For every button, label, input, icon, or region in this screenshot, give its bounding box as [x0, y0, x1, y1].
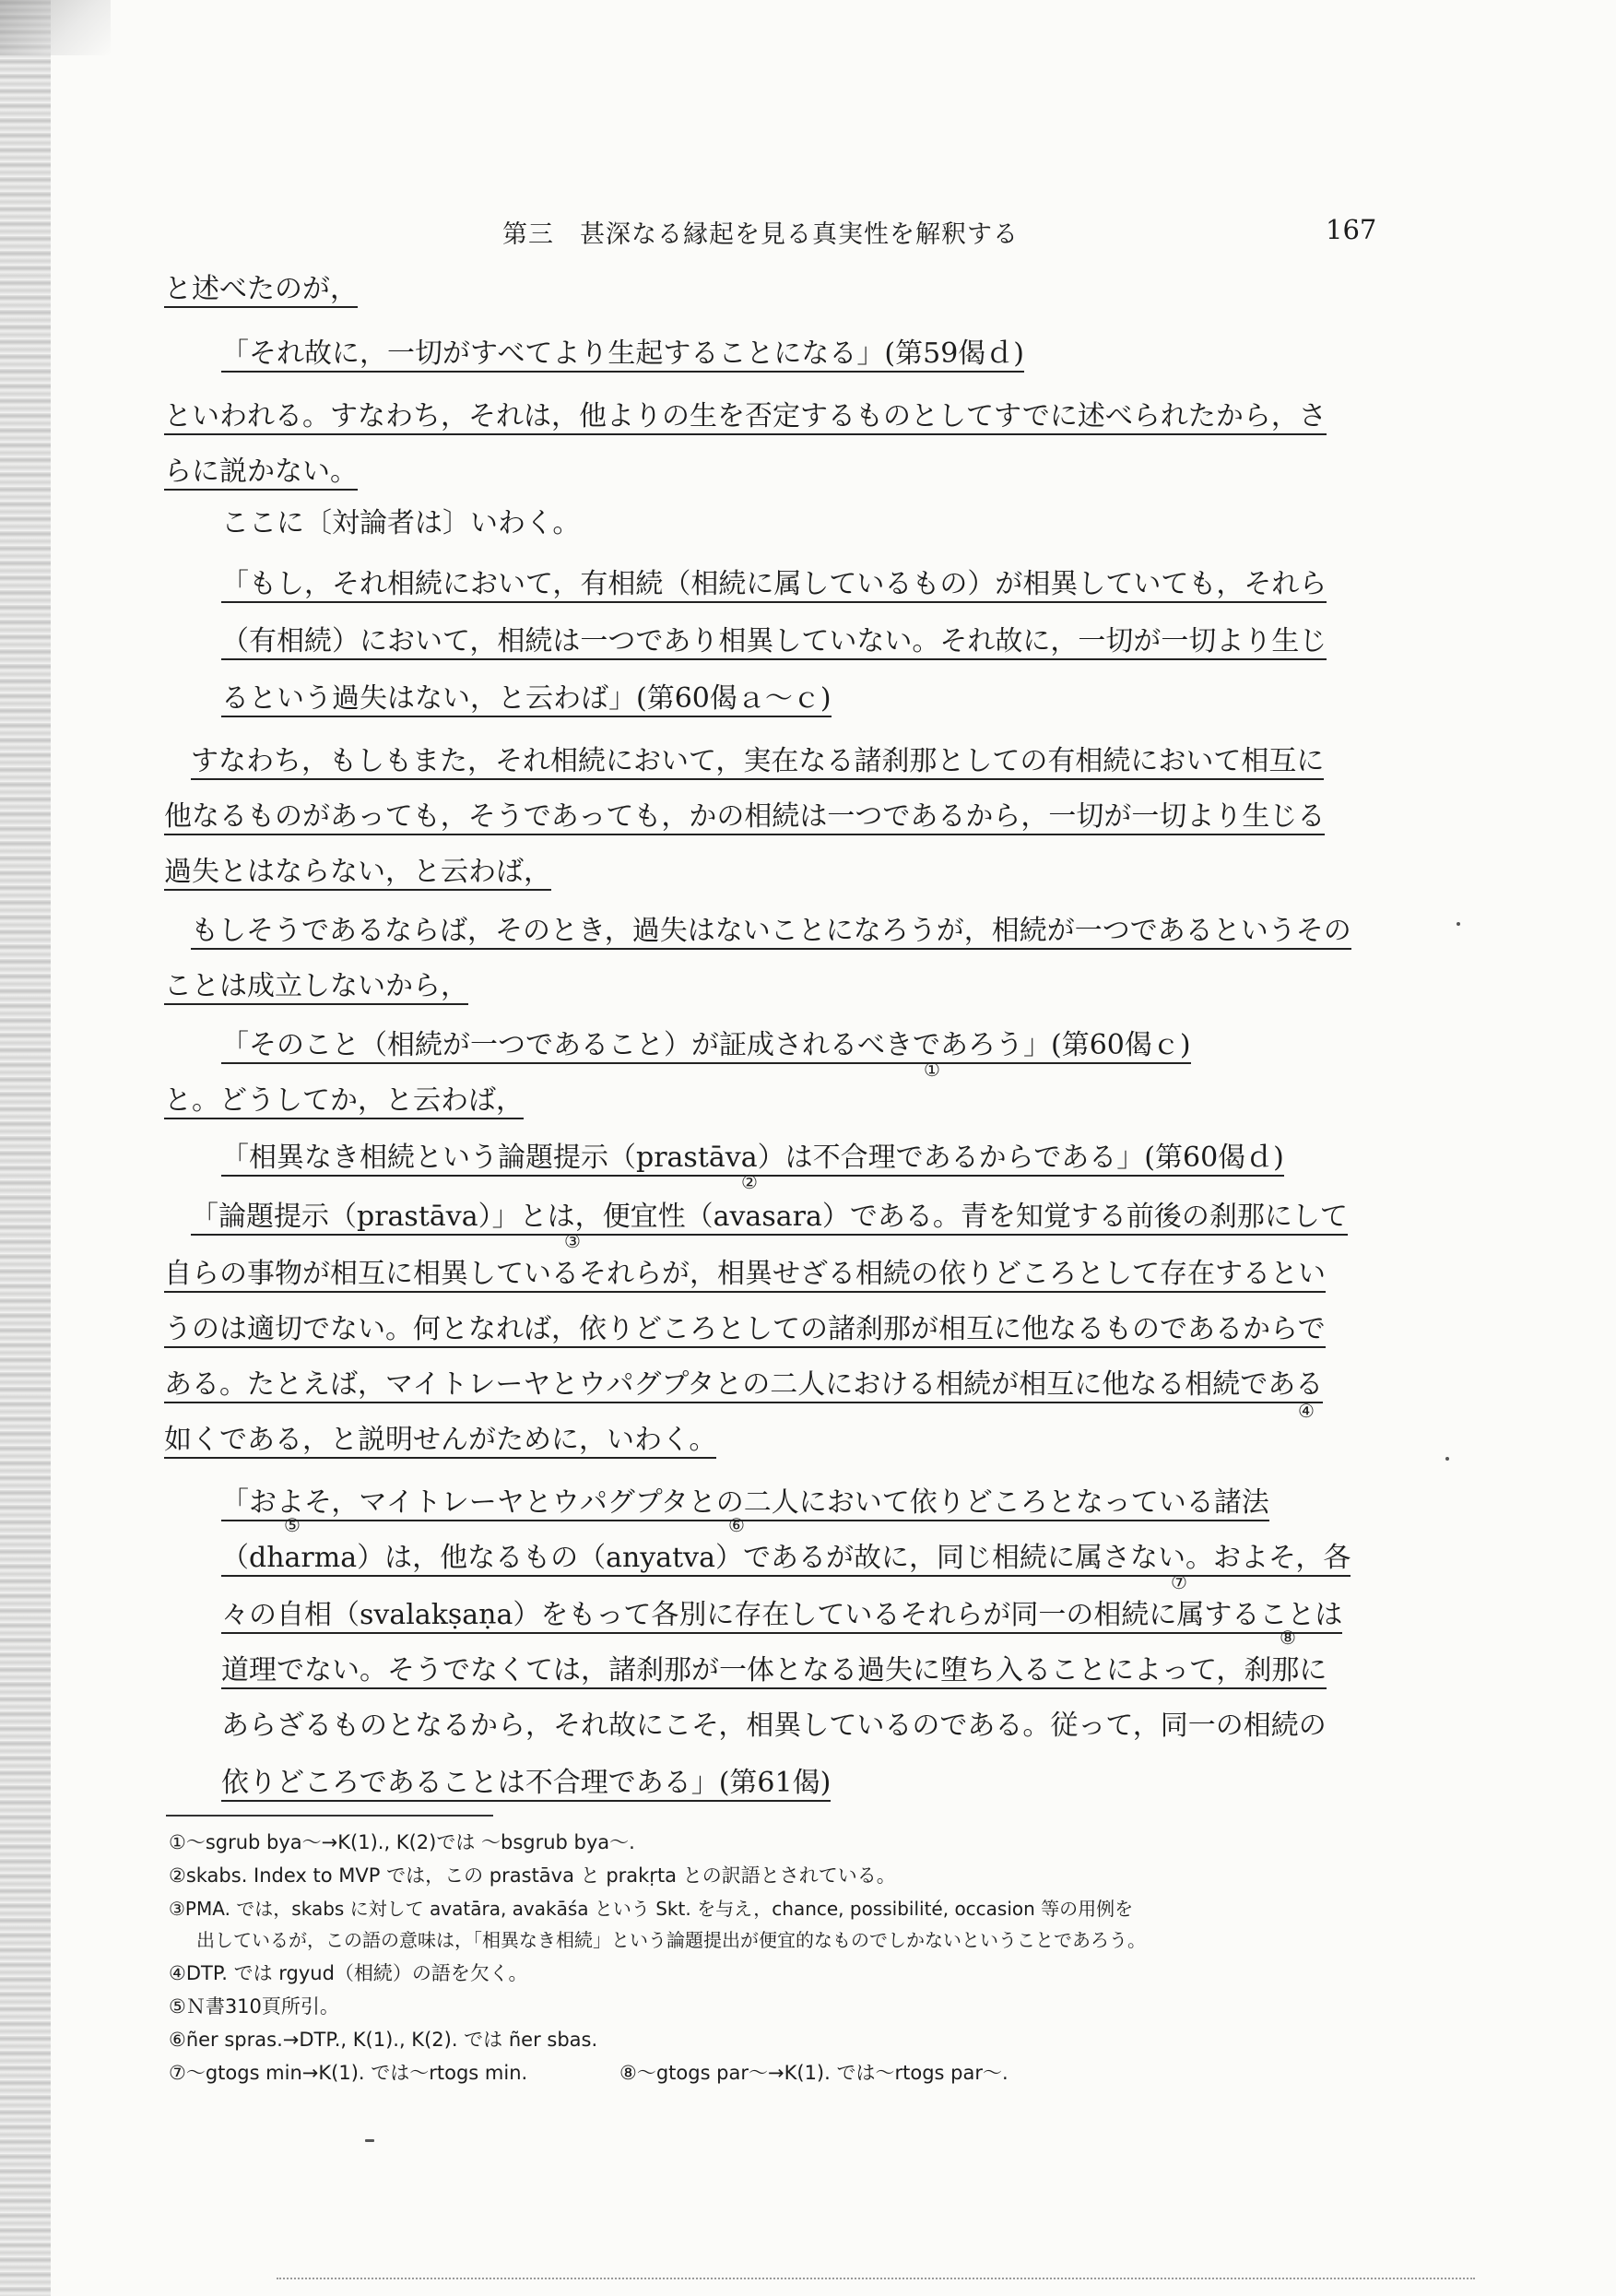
- text-line-6: 「もし，それ相続において，有相続（相続に属しているもの）が相異していても，それら: [221, 566, 1327, 603]
- scan-bottom-edge: [277, 2278, 1475, 2281]
- note-marker-7: ⑦: [1171, 1571, 1187, 1593]
- note-marker-3: ③: [564, 1230, 581, 1252]
- footnote-1: ①～sgrub bya～→K(1)., K(2)では ～bsgrub bya～.: [169, 1831, 635, 1853]
- scan-edge-shadow: [0, 0, 51, 2296]
- page-number: 167: [1326, 214, 1377, 245]
- scan-corner-shadow: [0, 0, 111, 55]
- text-line-13: ことは成立しないから，: [164, 968, 468, 1005]
- text-line-17: 「論題提示（prastāva）」とは，便宜性（avasara）である。青を知覚する前後の刹那にして: [191, 1199, 1348, 1236]
- text-line-23: （dharma）は，他なるもの（anyatva）であるが故に，同じ相続に属さない。およそ，各: [221, 1540, 1351, 1577]
- note-marker-5: ⑤: [284, 1514, 301, 1536]
- text-line-1: と述べたのが，: [164, 271, 358, 308]
- text-line-22: 「およそ，マイトレーヤとウパグプタとの二人において依りどころとなっている諸法: [221, 1485, 1269, 1521]
- text-line-20: ある。たとえば，マイトレーヤとウパグプタとの二人における相続が相互に他なる相続である: [164, 1367, 1323, 1403]
- text-line-24: 々の自相（svalakṣaṇa）をもって各別に存在しているそれらが同一の相続に属することは: [221, 1597, 1342, 1634]
- footnote-5: ⑤Ｎ書310頁所引。: [169, 1995, 339, 2018]
- text-line-4: らに説かない。: [164, 454, 358, 491]
- text-line-8: るという過失はない，と云わば」(第60偈ａ～ｃ): [221, 681, 832, 717]
- text-line-21: 如くである，と説明せんがために，いわく。: [164, 1422, 716, 1459]
- text-line-19: うのは適切でない。何となれば，依りどころとしての諸刹那が相互に他なるものであるからで: [164, 1311, 1326, 1348]
- text-line-12: もしそうであるならば，そのとき，過失はないことになろうが，相続が一つであるというその: [191, 913, 1351, 950]
- text-line-11: 過失とはならない，と云わば，: [164, 854, 551, 891]
- text-line-7: （有相続）において，相続は一つであり相異していない。それ故に，一切が一切より生じ: [221, 623, 1327, 660]
- note-marker-6: ⑥: [728, 1514, 745, 1536]
- running-title: 第三 甚深なる縁起を見る真実性を解釈する: [502, 220, 1019, 249]
- footnote-8: ⑧～gtogs par～→K(1). では～rtogs par～.: [619, 2062, 1009, 2084]
- text-line-25: 道理でない。そうでなくては，諸刹那が一体となる過失に堕ち入ることによって，刹那に: [221, 1652, 1327, 1689]
- text-line-15: と。どうしてか，と云わば，: [164, 1083, 524, 1119]
- text-line-16: 「相異なき相続という論題提示（prastāva）は不合理であるからである」(第60偈ｄ): [221, 1140, 1284, 1177]
- note-marker-1: ①: [924, 1059, 940, 1081]
- text-line-5: ここに〔対論者は〕いわく。: [221, 507, 581, 539]
- text-line-3: といわれる。すなわち，それは，他よりの生を否定するものとしてすでに述べられたから，さ: [164, 398, 1327, 435]
- text-line-26: あらざるものとなるから，それ故にこそ，相異しているのである。従って，同一の相続の: [221, 1710, 1327, 1742]
- scan-speck: [1457, 922, 1460, 926]
- footnote-6: ⑥ñer spras.→DTP., K(1)., K(2). では ñer sbas.: [169, 2029, 598, 2051]
- footnote-3-continued: 出しているが，この語の意味は，「相異なき相続」という論題提出が便宜的なものでしかないということであろう。: [196, 1929, 1146, 1951]
- footnote-4: ④DTP. では rgyud（相続）の語を欠く。: [169, 1962, 528, 1984]
- text-line-10: 他なるものがあっても，そうであっても，かの相続は一つであるから，一切が一切より生じる: [164, 799, 1325, 835]
- note-marker-8: ⑧: [1280, 1627, 1296, 1649]
- text-line-9: すなわち，もしもまた，それ相続において，実在なる諸刹那としての有相続において相互に: [191, 743, 1324, 780]
- text-line-27: 依りどころであることは不合理である」(第61偈): [221, 1765, 831, 1802]
- scan-speck: [365, 2139, 374, 2142]
- note-marker-4: ④: [1298, 1400, 1315, 1422]
- text-line-18: 自らの事物が相互に相異しているそれらが，相異せざる相続の依りどころとして存在するとい: [164, 1256, 1326, 1293]
- footnote-7: ⑦～gtogs min→K(1). では～rtogs min.: [169, 2062, 528, 2084]
- text-line-2: 「それ故に，一切がすべてより生起することになる」(第59偈ｄ): [221, 336, 1024, 373]
- note-marker-2: ②: [741, 1171, 758, 1193]
- footnote-rule: [166, 1815, 493, 1817]
- scan-speck: [1445, 1457, 1449, 1461]
- footnote-2: ②skabs. Index to MVP では，この prastāva と prakṛta との訳語とされている。: [169, 1864, 896, 1887]
- text-line-14: 「そのこと（相続が一つであること）が証成されるべきであろう」(第60偈ｃ): [221, 1027, 1191, 1064]
- footnote-3: ③PMA. では，skabs に対して avatāra, avakāśa という Skt. を与え，chance, possibilité, occasion 等の用例を: [169, 1898, 1134, 1920]
